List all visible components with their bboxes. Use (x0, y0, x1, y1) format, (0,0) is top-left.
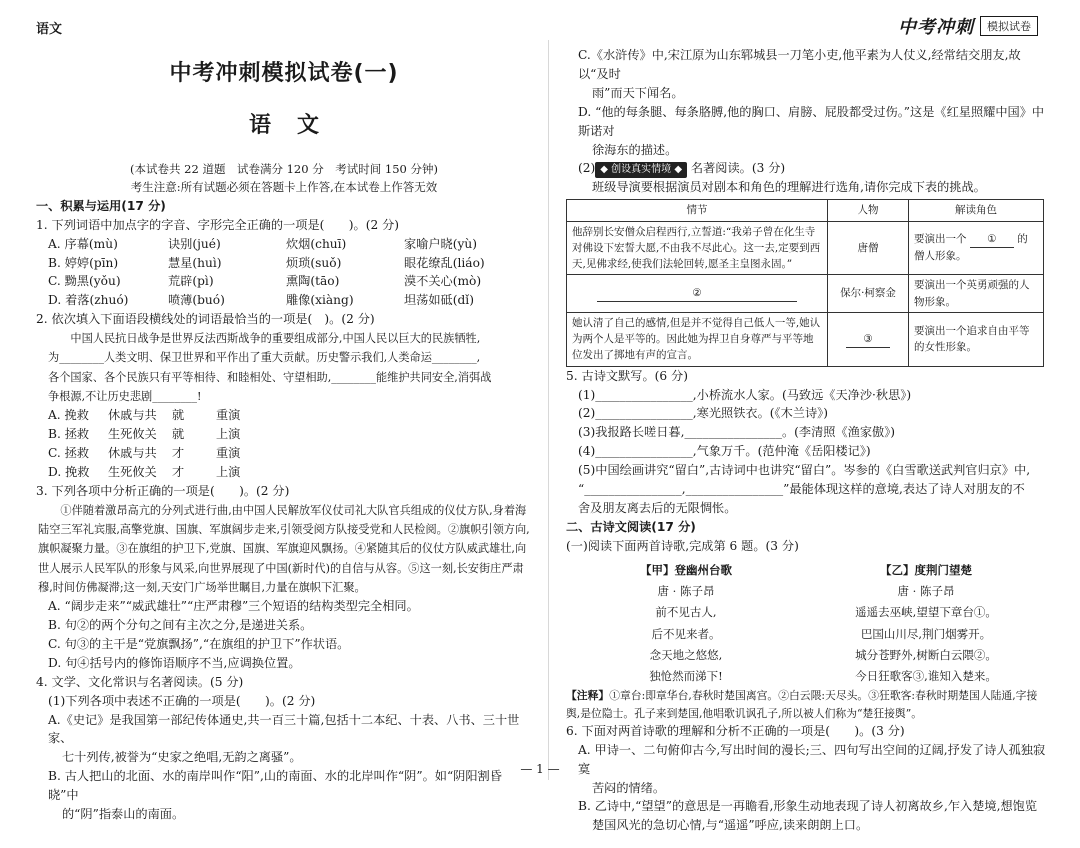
sub-question-intro: 班级导演要根据演员对剧本和角色的理解进行选角,请你完成下表的挑战。 (592, 180, 986, 195)
poem-author: 唐 · 陈子昂 (657, 583, 715, 598)
fill-line: 舍及朋友离去后的无限惆怅。 (578, 500, 737, 515)
poem-jia (566, 560, 806, 688)
poem-line: 念天地之悠悠, (649, 647, 723, 662)
question-stem: 6. 下面对两首诗歌的理解和分析不正确的一项是( )。(3 分) (566, 723, 905, 738)
option-cell: A. 序幕(mù) (48, 236, 118, 251)
passage-line: 中国人民抗日战争是世界反法西斯战争的重要组成部分,中国人民以巨大的民族牺牲, (70, 332, 481, 346)
option-continued: 徐海东的描述。 (592, 142, 678, 157)
option-cell: 漠不关心(mò) (404, 274, 482, 289)
poems (566, 560, 1046, 688)
sub-question-1: (1)下列各项中表述不正确的一项是( )。(2 分) (48, 693, 316, 708)
option: B. 乙诗中,“望望”的意思是一再瞻看,形象生动地表现了诗人初离故乡,乍入楚境,想饱览 (578, 799, 1038, 814)
poem-title: 【甲】登幽州台歌 (640, 562, 732, 577)
role-text: 的僧人形象。 (914, 233, 1028, 263)
option-cell: 坦荡如砥(dǐ) (404, 293, 474, 308)
table-cell-plot (567, 275, 828, 313)
annotation (566, 687, 1046, 722)
question-stem: 1. 下列词语中加点字的字音、字形完全正确的一项是( )。(2 分) (36, 217, 400, 232)
role-text: 要演出一个 (914, 233, 967, 246)
table-cell-role: 要演出一个追求自由平等的女性形象。 (909, 312, 1044, 366)
option-cell: C. 拯救 (48, 446, 90, 461)
page-number: — 1 — (520, 762, 560, 776)
fill-line[interactable]: (2)________________,寒光照铁衣。(《木兰诗》) (578, 406, 829, 421)
poem-title: 【乙】度荆门望楚 (880, 562, 972, 577)
poem-author: 唐 · 陈子昂 (897, 583, 955, 598)
question-2 (36, 310, 532, 482)
option-continued: 的“阴”指泰山的南面。 (62, 807, 185, 822)
question-stem: 3. 下列各项中分析正确的一项是( )。(2 分) (36, 483, 290, 498)
section-1-heading: 一、积累与运用(17 分) (36, 198, 166, 213)
option-cell: 家喻户晓(yù) (404, 236, 477, 251)
option: B. 古人把山的北面、水的南岸叫作“阳”,山的南面、水的北岸叫作“阴”。如“阴阳割昏晓”中 (48, 769, 502, 803)
subject-label: 语文 (36, 22, 63, 37)
table-header: 人物 (828, 200, 909, 221)
poem-line: 今日狂歌客③,谁知入楚来。 (855, 669, 997, 684)
table-cell-plot: 她认清了自己的感情,但是并不觉得自己低人一等,她认为两个人是平等的。因此她为捍卫自身尊严与平等地位发出了掷地有声的宣言。 (567, 312, 828, 366)
option: A. 甲诗一、二句俯仰古今,写出时间的漫长;三、四句写出空间的辽阔,抒发了诗人孤独寂寞 (578, 742, 1046, 776)
option-cell: 慧星(huì) (168, 255, 222, 270)
poem-line: 遥遥去巫峡,望望下章台①。 (855, 605, 997, 620)
table-header-row (567, 200, 1044, 221)
option-cell: 诀别(jué) (168, 236, 221, 251)
poem-line: 前不见古人, (655, 605, 717, 620)
option-cell: 雕像(xiàng) (286, 293, 354, 308)
question-5 (566, 367, 1046, 518)
sub-question-text: 名著阅读。(3 分) (690, 161, 786, 176)
option-cell: 重演 (216, 446, 241, 461)
passage: ①伴随着激昂高亢的分列式进行曲,由中国人民解放军仪仗司礼大队官兵组成的仪仗方队,身着海陆空三军礼宾服,高擎党旗、国旗、军旗阔步走来,引领受阅方队接受党和人民检阅。②旗帜引领方向,旗帜凝聚力量。③在旗组的护卫下,党旗、国旗、军旗迎风飘扬。④紧随其后的仪仗方队威武雄壮,向世人展示人民军队的形象与风采,向世界展现了中国(新时代)的自信与从容。⑤这一刻,长安街庄严肃穆,时间仿佛凝滞;这一刻,天安门广场举世瞩目,力量在旗帜下汇聚。 (38, 503, 530, 594)
sub-question-number: (2) (578, 161, 596, 176)
option-cell: D. 挽救 (48, 464, 90, 479)
exam-info: (本试卷共 22 道题 试卷满分 120 分 考试时间 150 分钟) (130, 162, 438, 177)
option-cell: 生死攸关 (108, 464, 157, 479)
table-cell-role: 要演出一个英勇顽强的人物形象。 (909, 275, 1044, 313)
option-cell: 熏陶(tāo) (286, 274, 340, 289)
right-column (566, 46, 1046, 848)
poem-yi (806, 560, 1046, 688)
brand-logo: 中考冲刺 (898, 17, 974, 38)
left-column (36, 0, 532, 822)
fill-line: (5)中国绘画讲究“留白”,古诗词中也讲究“留白”。岑参的《白雪歌送武判官归京》中, (578, 463, 1031, 478)
table-row (567, 275, 1044, 313)
option-cell: 才 (172, 446, 185, 461)
option-cell: 才 (172, 464, 185, 479)
option: D. “他的每条腿、每条胳膊,他的胸口、肩膀、屁股都受过伤。”这是《红星照耀中国》中斯诺对 (578, 104, 1045, 138)
table-row (567, 221, 1044, 275)
option-cell: 重演 (216, 408, 241, 423)
option-cell: 休戚与共 (108, 408, 157, 423)
option: D. 句④括号内的修饰语顺序不当,应调换位置。 (48, 655, 301, 670)
option-continued: 楚国风光的急切心情,与“遥遥”呼应,读来朗朗上口。 (592, 818, 869, 833)
section-2-heading: 二、古诗文阅读(17 分) (566, 519, 696, 534)
poem-line: 后不见来者。 (651, 626, 721, 641)
option-grid (36, 406, 532, 482)
option-cell: 休戚与共 (108, 446, 157, 461)
option-cell: D. 着落(zhuó) (48, 293, 129, 308)
table-row (567, 312, 1044, 366)
exam-notice: 考生注意:所有试题必须在答题卡上作答,在本试卷上作答无效 (130, 180, 438, 194)
option-cell: 烦琐(suǒ) (286, 255, 342, 270)
annotation-text: ①章台:即章华台,春秋时楚国离宫。②白云隈:天尽头。③狂歌客:春秋时期楚国人陆通,字接舆,是位隐士。孔子来到楚国,他唱歌讥讽孔子,所以被人们称为“楚狂接舆”。 (566, 689, 1038, 720)
option-continued: 雨”而天下闻名。 (592, 85, 684, 100)
fill-line[interactable]: (4)________________,气象万千。(范仲淹《岳阳楼记》) (578, 444, 871, 459)
brand-header (898, 14, 1038, 38)
question-4 (36, 673, 532, 824)
table-cell-person: 唐僧 (828, 221, 909, 275)
option-cell: 上演 (216, 427, 241, 442)
context-badge-label: 创设真实情境 (611, 164, 672, 176)
passage-line: 争根源,不让历史悲剧________! (48, 389, 202, 403)
table-cell-plot: 他辞别长安僧众启程西行,立誓道:“我弟子曾在化生寺对佛设下宏誓大愿,不由我不尽此心。这一去,定要到西天,见佛求经,使我们法轮回转,愿圣主皇图永固。” (567, 221, 828, 275)
option-cell: 生死攸关 (108, 427, 157, 442)
answer-blank[interactable]: ② (597, 285, 797, 302)
table-cell-person: 保尔·柯察金 (828, 275, 909, 313)
fill-line[interactable]: (3)我报路长嗟日暮,________________。(李清照《渔家傲》) (578, 425, 896, 440)
option-cell: 上演 (216, 464, 241, 479)
section-2-subheading: (一)阅读下面两首诗歌,完成第 6 题。(3 分) (566, 538, 799, 553)
page-subtitle: 语文 (248, 113, 345, 139)
option: C. 句③的主干是“党旗飘扬”,“在旗组的护卫下”作状语。 (48, 636, 350, 651)
table-header: 情节 (567, 200, 828, 221)
poem-line: 独怆然而涕下! (649, 669, 723, 684)
option-cell: C. 黝黑(yǒu) (48, 274, 121, 289)
annotation-label: 【注释】 (566, 689, 610, 703)
option-cell: 荒辟(pì) (168, 274, 214, 289)
option-cell: 就 (172, 408, 185, 423)
option-cell: 喷薄(buó) (168, 293, 225, 308)
option-continued: 苦闷的情绪。 (592, 780, 666, 795)
option: C.《水浒传》中,宋江原为山东郓城县一刀笔小吏,他平素为人仗义,经常结交朋友,故以“及时 (578, 48, 1021, 81)
option: B. 句②的两个分句之间有主次之分,是递进关系。 (48, 617, 313, 632)
passage (36, 329, 532, 406)
option: A.《史记》是我国第一部纪传体通史,共一百三十篇,包括十二本纪、十表、八书、三十世家、 (48, 712, 520, 746)
option-cell: A. 挽救 (48, 408, 89, 423)
page-title: 中考冲刺模拟试卷(一) (169, 61, 399, 86)
question-stem: 2. 依次填入下面语段横线处的词语最恰当的一项是( )。(2 分) (36, 312, 375, 327)
column-divider (548, 40, 549, 780)
option-cell: 炊烟(chuī) (286, 236, 347, 251)
brand-tag: 模拟试卷 (980, 16, 1038, 36)
passage-line: 为________人类文明、保卫世界和平作出了重大贡献。历史警示我们,人类命运________, (48, 351, 481, 365)
question-1 (36, 216, 532, 311)
context-badge: ◆ 创设真实情境 ◆ (595, 162, 687, 178)
question-6 (566, 722, 1046, 835)
option-cell: B. 拯救 (48, 427, 90, 442)
option-continued: 七十列传,被誉为“史家之绝唱,无韵之离骚”。 (62, 750, 302, 765)
option-cell: 眼花缭乱(liáo) (404, 255, 485, 270)
role-table (566, 199, 1044, 366)
fill-line[interactable]: (1)________________,小桥流水人家。(马致远《天净沙·秋思》) (578, 387, 912, 402)
question-3 (36, 482, 532, 673)
option: A. “阔步走来”“威武雄壮”“庄严肃穆”三个短语的结构类型完全相同。 (48, 599, 419, 614)
poem-line: 巴国山川尽,荆门烟雾开。 (860, 626, 992, 641)
answer-blank[interactable]: ③ (846, 331, 890, 348)
passage-line: 各个国家、各个民族只有平等相待、和睦相处、守望相助,________能维护共同安全,消弭战 (48, 370, 492, 384)
poem-line: 城分苍野外,树断白云隈②。 (855, 647, 997, 662)
sub-question-2 (566, 159, 1046, 178)
table-cell-role (909, 221, 1044, 275)
answer-blank[interactable]: ① (970, 231, 1014, 248)
table-cell-person (828, 312, 909, 366)
table-header: 解读角色 (909, 200, 1044, 221)
question-stem: 5. 古诗文默写。(6 分) (566, 368, 688, 383)
question-stem: 4. 文学、文化常识与名著阅读。(5 分) (36, 674, 244, 689)
option-cell: B. 婷婷(pīn) (48, 255, 119, 270)
fill-line[interactable]: “________________,________________”最能体现这样的意境,表达了诗人对朋友的不 (578, 482, 1025, 497)
option-grid (36, 235, 532, 311)
option-cell: 就 (172, 427, 185, 442)
